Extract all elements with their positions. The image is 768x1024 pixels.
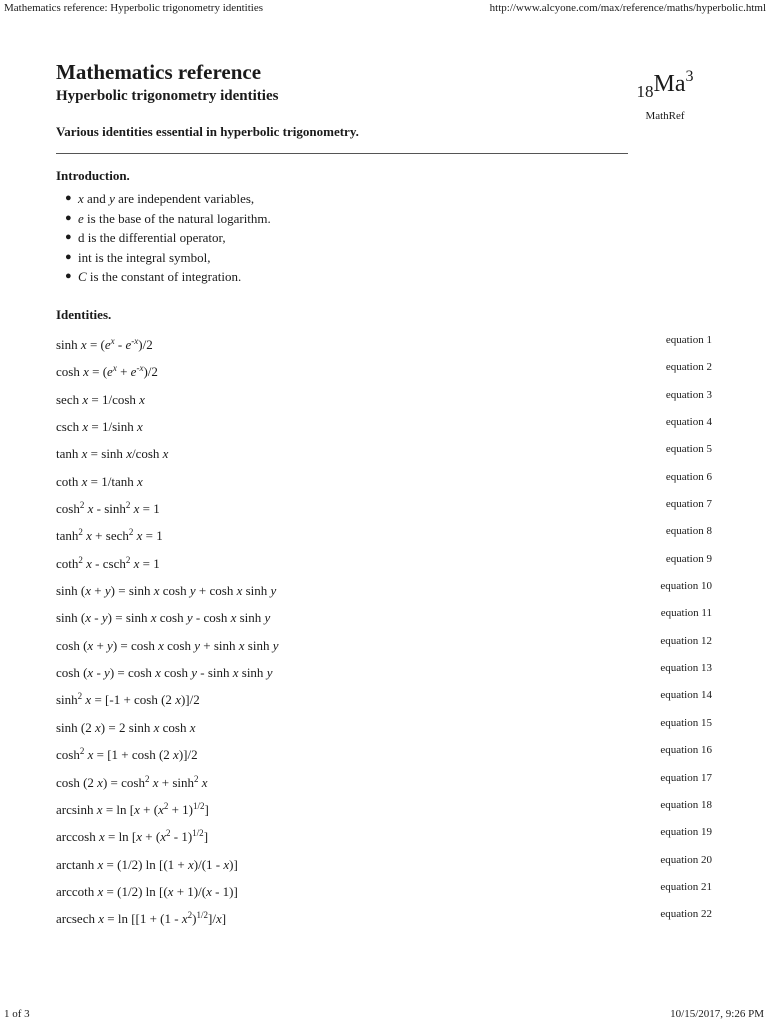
equation-label: equation 7 — [665, 498, 712, 511]
logo-mark — [610, 62, 720, 107]
page-title: Mathematics reference — [56, 60, 262, 84]
identities-heading: Identities. — [56, 307, 112, 322]
equation-row — [56, 469, 716, 496]
page-tagline: Various identities essential in hyperbolic trigonometry. — [56, 124, 359, 139]
equation-row — [56, 496, 716, 523]
equation-text: sinh (x + y) = sinh x cosh y + cosh x sinh y — [56, 583, 277, 599]
equation-row — [56, 523, 716, 550]
print-footer-date: 10/15/2017, 9:26 PM — [670, 1008, 764, 1020]
equation-row — [56, 660, 716, 687]
logo-main: Ma — [653, 71, 686, 97]
equation-row — [56, 332, 716, 359]
equation-text: sech x = 1/cosh x — [56, 391, 145, 407]
equation-text: cosh (x - y) = cosh x cosh y - sinh x sinh y — [56, 665, 273, 681]
bullet-icon: ● — [65, 270, 72, 282]
equation-label: equation 20 — [660, 853, 712, 866]
equation-label: equation 21 — [660, 880, 712, 893]
equation-row — [56, 387, 716, 414]
equation-label: equation 2 — [665, 361, 712, 374]
print-footer — [0, 1006, 768, 1024]
equation-label: equation 18 — [660, 798, 712, 811]
equation-text: arcsinh $x = \ln [x + (x^2 + 1)^{1/2}]$ — [56, 800, 209, 817]
logo-superscript: 3 — [685, 68, 694, 85]
equation-label: equation 11 — [660, 607, 712, 620]
equation-label: equation 19 — [660, 826, 712, 839]
page-subtitle: Hyperbolic trigonometry identities — [56, 88, 279, 104]
equation-label: equation 5 — [665, 443, 712, 456]
bullet-icon: ● — [65, 250, 72, 263]
equation-row — [56, 906, 716, 933]
equation-text: arccoth x = (1/2) ln [(x + 1)/(x - 1)] — [56, 883, 238, 899]
equation-label: equation 22 — [660, 908, 712, 921]
equation-label: equation 15 — [660, 716, 712, 729]
equation-label: equation 12 — [660, 634, 712, 647]
equation-row — [56, 359, 716, 386]
intro-list-item — [65, 189, 271, 209]
bullet-icon: ● — [65, 231, 72, 243]
equation-list — [56, 332, 716, 934]
equation-text: $\tanh^2 x + \sec h^2$ x = 1 — [56, 527, 163, 544]
equation-text: $\cosh^2 x = [1 + \cosh (2$ x)]/2 — [56, 746, 198, 763]
equation-label: equation 17 — [660, 771, 712, 784]
equation-row — [56, 715, 716, 742]
equation-text: $\sinh^2 x = [-1 + \cosh (2$ x)]/2 — [56, 691, 200, 708]
equation-label: equation 9 — [665, 552, 712, 565]
print-header-url[interactable]: http://www.alcyone.com/max/reference/maths/hyperbolic.html — [489, 2, 766, 14]
logo-caption: MathRef — [645, 110, 685, 122]
equation-label: equation 3 — [665, 388, 712, 401]
equation-row — [56, 633, 716, 660]
equation-text: arctanh x = (1/2) ln [(1 + x)/(1 - x)] — [56, 856, 238, 872]
equation-text: sinh (x - y) = sinh x cosh y - cosh x sinh y — [56, 610, 271, 626]
equation-row — [56, 797, 716, 824]
equation-text: cosh (2 $x) = \cosh^2 x + \sinh^2 x$ — [56, 773, 208, 790]
equation-text: sinh (2 x) = 2 sinh x cosh x — [56, 719, 196, 735]
equation-text: cosh (x + y) = cosh x cosh y + sinh x sinh y — [56, 637, 279, 653]
equation-label: equation 4 — [665, 416, 712, 429]
equation-label: equation 14 — [660, 689, 712, 702]
intro-list-item — [65, 209, 271, 229]
equation-row — [56, 414, 716, 441]
equation-label: equation 10 — [660, 580, 712, 593]
equation-row — [56, 441, 716, 468]
intro-list-item — [65, 228, 271, 248]
intro-list-item-text: C is the constant of integration. — [78, 269, 242, 284]
equation-text: $\cosh x = (e^x + e^{-x})/2$ — [56, 363, 158, 380]
equation-row — [56, 551, 716, 578]
equation-label: equation 16 — [660, 744, 712, 757]
intro-heading: Introduction. — [56, 168, 130, 183]
print-header — [0, 0, 768, 18]
equation-text: tanh x = sinh x/cosh x — [56, 446, 169, 462]
equation-text: $\sinh x = (e^x - e^{-x})/2$ — [56, 336, 153, 352]
equation-text: $\cosh^2 x - \sinh^2 x = 1$ — [56, 500, 160, 517]
equation-row — [56, 578, 716, 605]
equation-row — [56, 605, 716, 632]
equation-text: arcsech $x = \ln [[1 + (1 - x^2)^{1/2}]/x]$ — [56, 910, 227, 927]
logo-prefix: 18 — [636, 82, 654, 101]
equation-row — [56, 852, 716, 879]
equation-text: coth$^2$ x - csch$^2$ x = 1 — [56, 554, 160, 571]
bullet-icon: ● — [65, 192, 72, 204]
print-header-title: Mathematics reference: Hyperbolic trigonometry identities — [4, 2, 264, 14]
equation-row — [56, 687, 716, 714]
equation-row — [56, 879, 716, 906]
equation-label: equation 6 — [665, 470, 712, 483]
equation-text: coth x = 1/tanh x — [56, 473, 143, 489]
equation-label: equation 1 — [665, 334, 712, 346]
equation-row — [56, 770, 716, 797]
equation-text: csch x = 1/sinh x — [56, 419, 143, 435]
print-footer-page-number: 1 of 3 — [4, 1008, 30, 1020]
equation-label: equation 13 — [660, 662, 712, 675]
intro-list-item — [65, 248, 271, 268]
equation-row — [56, 742, 716, 769]
intro-list-item-text: d is the differential operator, — [78, 230, 226, 245]
intro-list — [65, 189, 271, 287]
equation-row — [56, 824, 716, 851]
equation-label: equation 8 — [665, 525, 712, 538]
mathref-logo[interactable] — [610, 62, 720, 123]
horizontal-rule — [56, 153, 628, 154]
intro-list-item-text: x and y are independent variables, — [78, 191, 255, 206]
bullet-icon: ● — [65, 211, 72, 224]
intro-list-item-text: e is the base of the natural logarithm. — [78, 210, 271, 226]
equation-text: arccosh $x = \ln [x + (x^2 - 1)^{1/2}]$ — [56, 828, 209, 845]
intro-list-item-text: int is the integral symbol, — [78, 249, 211, 265]
intro-list-item — [65, 267, 271, 287]
